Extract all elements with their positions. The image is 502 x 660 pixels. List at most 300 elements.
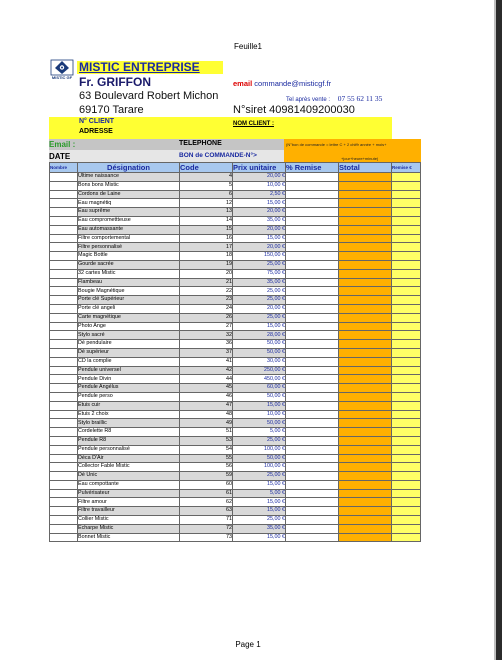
window-edge — [496, 0, 502, 660]
unit-price-cell: 2,50 € — [233, 190, 286, 199]
designation-cell: Cordons de Laine — [78, 190, 180, 199]
discount-percent-cell[interactable] — [286, 472, 339, 481]
designation-cell: Bonnet Mistic — [78, 533, 180, 542]
quantity-cell[interactable] — [50, 260, 78, 269]
code-cell: 5 — [180, 181, 233, 190]
table-row — [50, 419, 421, 428]
subtotal-cell — [339, 375, 392, 384]
subtotal-cell — [339, 296, 392, 305]
quantity-cell[interactable] — [50, 304, 78, 313]
discount-percent-cell[interactable] — [286, 243, 339, 252]
discount-percent-cell[interactable] — [286, 489, 339, 498]
designation-cell: Cordelette R8 — [78, 428, 180, 437]
subtotal-cell — [339, 507, 392, 516]
subtotal-cell — [339, 533, 392, 542]
discount-amount-cell — [392, 472, 421, 481]
designation-cell: Pulvérisateur — [78, 489, 180, 498]
unit-price-cell: 35,00 € — [233, 278, 286, 287]
designation-cell: Collier Mistic — [78, 516, 180, 525]
code-cell: 36 — [180, 340, 233, 349]
designation-cell: Bons bons Mistic — [78, 181, 180, 190]
code-cell: 12 — [180, 199, 233, 208]
unit-price-cell: 30,00 € — [233, 357, 286, 366]
designation-cell: Filtre personnalisé — [78, 243, 180, 252]
discount-percent-cell[interactable] — [286, 260, 339, 269]
subtotal-cell — [339, 225, 392, 234]
subtotal-cell — [339, 190, 392, 199]
subtotal-cell — [339, 480, 392, 489]
company-email — [233, 79, 331, 88]
subtotal-cell — [339, 392, 392, 401]
table-row — [50, 436, 421, 445]
code-cell: 26 — [180, 313, 233, 322]
quantity-cell[interactable] — [50, 243, 78, 252]
unit-price-cell: 15,00 € — [233, 401, 286, 410]
discount-percent-cell[interactable] — [286, 516, 339, 525]
unit-price-cell: 15,00 € — [233, 322, 286, 331]
code-cell: 53 — [180, 436, 233, 445]
subtotal-cell — [339, 173, 392, 182]
code-cell: 17 — [180, 243, 233, 252]
subtotal-cell — [339, 348, 392, 357]
designation-cell: Pendule perso — [78, 392, 180, 401]
quantity-cell[interactable] — [50, 419, 78, 428]
quantity-cell[interactable] — [50, 340, 78, 349]
quantity-cell[interactable] — [50, 348, 78, 357]
unit-price-cell: 50,00 € — [233, 340, 286, 349]
discount-amount-cell — [392, 208, 421, 217]
quantity-cell[interactable] — [50, 234, 78, 243]
subtotal-cell — [339, 516, 392, 525]
subtotal-cell — [339, 252, 392, 261]
order-table — [49, 162, 421, 542]
subtotal-cell — [339, 410, 392, 419]
quantity-cell[interactable] — [50, 498, 78, 507]
code-cell: 47 — [180, 401, 233, 410]
unit-price-cell: 450,00 € — [233, 375, 286, 384]
quantity-cell[interactable] — [50, 480, 78, 489]
code-cell: 19 — [180, 260, 233, 269]
designation-cell: Pendule R8 — [78, 436, 180, 445]
table-row — [50, 331, 421, 340]
designation-cell: Filtre travailleur — [78, 507, 180, 516]
order-number-note-1: (N°bon de commande = lettre C + 2 chiffr année + mois+ — [286, 142, 387, 147]
unit-price-cell: 50,00 € — [233, 419, 286, 428]
quantity-cell[interactable] — [50, 296, 78, 305]
quantity-cell[interactable] — [50, 208, 78, 217]
quantity-cell[interactable] — [50, 384, 78, 393]
quantity-cell[interactable] — [50, 463, 78, 472]
designation-cell: Filtre amour — [78, 498, 180, 507]
code-cell: 55 — [180, 454, 233, 463]
designation-cell: Carte magnétique — [78, 313, 180, 322]
unit-price-cell: 5,00 € — [233, 428, 286, 437]
discount-percent-cell[interactable] — [286, 173, 339, 182]
discount-percent-cell[interactable] — [286, 454, 339, 463]
quantity-cell[interactable] — [50, 516, 78, 525]
designation-cell: Echarpe Mistic — [78, 524, 180, 533]
discount-percent-cell[interactable] — [286, 410, 339, 419]
subtotal-cell — [339, 243, 392, 252]
order-date-label: DATE — [49, 152, 71, 161]
unit-price-cell: 10,00 € — [233, 181, 286, 190]
designation-cell: Eau suprême — [78, 208, 180, 217]
unit-price-cell: 25,00 € — [233, 516, 286, 525]
quantity-cell[interactable] — [50, 313, 78, 322]
tel-value: 07 55 62 11 35 — [337, 94, 383, 103]
unit-price-cell: 28,00 € — [233, 331, 286, 340]
quantity-cell[interactable] — [50, 507, 78, 516]
quantity-cell[interactable] — [50, 331, 78, 340]
table-row — [50, 304, 421, 313]
subtotal-cell — [339, 181, 392, 190]
quantity-cell[interactable] — [50, 366, 78, 375]
discount-amount-cell — [392, 516, 421, 525]
quantity-cell[interactable] — [50, 199, 78, 208]
table-row — [50, 190, 421, 199]
designation-cell: Collector Fable Mistic — [78, 463, 180, 472]
discount-amount-cell — [392, 401, 421, 410]
code-cell: 14 — [180, 216, 233, 225]
unit-price-cell: 20,00 € — [233, 173, 286, 182]
discount-percent-cell[interactable] — [286, 375, 339, 384]
discount-percent-cell[interactable] — [286, 296, 339, 305]
designation-cell: Eau magnétiq — [78, 199, 180, 208]
code-cell: 48 — [180, 410, 233, 419]
designation-cell: CD la complie — [78, 357, 180, 366]
table-header-row — [50, 163, 421, 173]
code-cell: 23 — [180, 296, 233, 305]
subtotal-cell — [339, 304, 392, 313]
table-row — [50, 181, 421, 190]
discount-amount-cell — [392, 260, 421, 269]
client-name-label: NOM CLIENT : — [233, 121, 274, 127]
code-cell: 61 — [180, 489, 233, 498]
table-row — [50, 498, 421, 507]
quantity-cell[interactable] — [50, 181, 78, 190]
page-number: Page 1 — [235, 640, 261, 649]
designation-cell: Gourde sacrée — [78, 260, 180, 269]
discount-percent-cell[interactable] — [286, 348, 339, 357]
designation-cell: Pendule Divin — [78, 375, 180, 384]
code-cell: 41 — [180, 357, 233, 366]
discount-percent-cell[interactable] — [286, 419, 339, 428]
subtotal-cell — [339, 278, 392, 287]
discount-percent-cell[interactable] — [286, 533, 339, 542]
table-row — [50, 384, 421, 393]
discount-amount-cell — [392, 340, 421, 349]
quantity-cell[interactable] — [50, 445, 78, 454]
quantity-cell[interactable] — [50, 454, 78, 463]
quantity-cell[interactable] — [50, 401, 78, 410]
code-cell: 32 — [180, 331, 233, 340]
table-row — [50, 252, 421, 261]
unit-price-cell: 25,00 € — [233, 260, 286, 269]
table-row — [50, 269, 421, 278]
designation-cell: Filtre comportemental — [78, 234, 180, 243]
address-line-1: 63 Boulevard Robert Michon — [79, 90, 219, 102]
table-row — [50, 454, 421, 463]
discount-amount-cell — [392, 480, 421, 489]
table-row — [50, 348, 421, 357]
discount-percent-cell[interactable] — [286, 392, 339, 401]
tel-label: Tel après vente : — [286, 97, 331, 103]
designation-cell: Flambeau — [78, 278, 180, 287]
designation-cell: Etuis cuir — [78, 401, 180, 410]
code-cell: 59 — [180, 472, 233, 481]
discount-percent-cell[interactable] — [286, 269, 339, 278]
discount-percent-cell[interactable] — [286, 498, 339, 507]
table-row — [50, 357, 421, 366]
code-cell: 13 — [180, 208, 233, 217]
designation-cell: Eau automassante — [78, 225, 180, 234]
quantity-cell[interactable] — [50, 173, 78, 182]
designation-cell: Pendule universel — [78, 366, 180, 375]
discount-percent-cell[interactable] — [286, 507, 339, 516]
designation-cell: Porte clé Supérieur — [78, 296, 180, 305]
table-row — [50, 410, 421, 419]
table-row — [50, 375, 421, 384]
discount-percent-cell[interactable] — [286, 445, 339, 454]
quantity-cell[interactable] — [50, 533, 78, 542]
designation-cell: Stylo sacré — [78, 331, 180, 340]
unit-price-cell: 25,00 € — [233, 436, 286, 445]
code-cell: 18 — [180, 252, 233, 261]
client-number-label: N° CLIENT — [79, 118, 115, 125]
subtotal-cell — [339, 366, 392, 375]
discount-percent-cell[interactable] — [286, 436, 339, 445]
discount-amount-cell — [392, 234, 421, 243]
discount-percent-cell[interactable] — [286, 401, 339, 410]
unit-price-cell: 250,00 € — [233, 366, 286, 375]
discount-amount-cell — [392, 524, 421, 533]
code-cell: 62 — [180, 498, 233, 507]
code-cell: 44 — [180, 375, 233, 384]
discount-amount-cell — [392, 410, 421, 419]
discount-amount-cell — [392, 190, 421, 199]
code-cell: 37 — [180, 348, 233, 357]
unit-price-cell: 15,00 € — [233, 533, 286, 542]
quantity-cell[interactable] — [50, 287, 78, 296]
discount-percent-cell[interactable] — [286, 190, 339, 199]
quantity-cell[interactable] — [50, 322, 78, 331]
subtotal-cell — [339, 489, 392, 498]
discount-amount-cell — [392, 463, 421, 472]
unit-price-cell: 15,00 € — [233, 199, 286, 208]
table-row — [50, 401, 421, 410]
col-header-remise-eur: Remise € — [392, 163, 421, 173]
quantity-cell[interactable] — [50, 472, 78, 481]
discount-percent-cell[interactable] — [286, 287, 339, 296]
code-cell: 49 — [180, 419, 233, 428]
quantity-cell[interactable] — [50, 375, 78, 384]
table-row — [50, 216, 421, 225]
order-number-label: BON de COMMANDE-N°> — [179, 152, 257, 159]
owner-name: Fr. GRIFFON — [79, 75, 151, 89]
unit-price-cell: 50,00 € — [233, 348, 286, 357]
code-cell: 46 — [180, 392, 233, 401]
table-row — [50, 313, 421, 322]
discount-percent-cell[interactable] — [286, 208, 339, 217]
col-header-prix: Prix unitaire — [233, 163, 286, 173]
discount-percent-cell[interactable] — [286, 384, 339, 393]
table-row — [50, 287, 421, 296]
discount-percent-cell[interactable] — [286, 216, 339, 225]
discount-percent-cell[interactable] — [286, 463, 339, 472]
table-row — [50, 173, 421, 182]
subtotal-cell — [339, 401, 392, 410]
company-name: MISTIC ENTREPRISE — [77, 61, 223, 74]
unit-price-cell: 100,00 € — [233, 463, 286, 472]
discount-amount-cell — [392, 498, 421, 507]
code-cell: 22 — [180, 287, 233, 296]
address-line-2: 69170 Tarare — [79, 104, 144, 116]
designation-cell: Magic Bottle — [78, 252, 180, 261]
subtotal-cell — [339, 199, 392, 208]
code-cell: 15 — [180, 225, 233, 234]
subtotal-cell — [339, 357, 392, 366]
table-row — [50, 507, 421, 516]
designation-cell: Dé Unic — [78, 472, 180, 481]
code-cell: 51 — [180, 428, 233, 437]
designation-cell: Dé pendulaire — [78, 340, 180, 349]
designation-cell: Photo Ange — [78, 322, 180, 331]
discount-amount-cell — [392, 392, 421, 401]
quantity-cell[interactable] — [50, 392, 78, 401]
discount-percent-cell[interactable] — [286, 181, 339, 190]
unit-price-cell: 15,00 € — [233, 234, 286, 243]
quantity-cell[interactable] — [50, 190, 78, 199]
quantity-cell[interactable] — [50, 436, 78, 445]
table-row — [50, 472, 421, 481]
unit-price-cell: 5,00 € — [233, 489, 286, 498]
discount-amount-cell — [392, 216, 421, 225]
table-row — [50, 340, 421, 349]
subtotal-cell — [339, 216, 392, 225]
unit-price-cell: 25,00 € — [233, 296, 286, 305]
subtotal-cell — [339, 340, 392, 349]
discount-amount-cell — [392, 243, 421, 252]
discount-percent-cell[interactable] — [286, 199, 339, 208]
subtotal-cell — [339, 436, 392, 445]
quantity-cell[interactable] — [50, 269, 78, 278]
discount-amount-cell — [392, 445, 421, 454]
code-cell: 16 — [180, 234, 233, 243]
client-phone-label: TELEPHONE — [179, 140, 222, 147]
discount-amount-cell — [392, 384, 421, 393]
quantity-cell[interactable] — [50, 278, 78, 287]
discount-percent-cell[interactable] — [286, 313, 339, 322]
discount-percent-cell[interactable] — [286, 340, 339, 349]
code-cell: 4 — [180, 173, 233, 182]
code-cell: 42 — [180, 366, 233, 375]
code-cell: 60 — [180, 480, 233, 489]
email-label: email — [233, 79, 253, 88]
subtotal-cell — [339, 322, 392, 331]
quantity-cell[interactable] — [50, 216, 78, 225]
unit-price-cell: 15,00 € — [233, 480, 286, 489]
quantity-cell[interactable] — [50, 252, 78, 261]
discount-percent-cell[interactable] — [286, 304, 339, 313]
designation-cell: Pendule Angélus — [78, 384, 180, 393]
code-cell: 21 — [180, 278, 233, 287]
code-cell: 73 — [180, 533, 233, 542]
quantity-cell[interactable] — [50, 225, 78, 234]
table-row — [50, 199, 421, 208]
subtotal-cell — [339, 498, 392, 507]
client-email-label: Email : — [49, 140, 76, 149]
discount-amount-cell — [392, 269, 421, 278]
discount-percent-cell[interactable] — [286, 234, 339, 243]
unit-price-cell: 25,00 € — [233, 313, 286, 322]
designation-cell: Déca D'Air — [78, 454, 180, 463]
discount-percent-cell[interactable] — [286, 480, 339, 489]
discount-percent-cell[interactable] — [286, 331, 339, 340]
col-header-remise: % Remise — [286, 163, 339, 173]
subtotal-cell — [339, 419, 392, 428]
designation-cell: Porte clé angeli — [78, 304, 180, 313]
discount-amount-cell — [392, 199, 421, 208]
subtotal-cell — [339, 313, 392, 322]
code-cell: 63 — [180, 507, 233, 516]
email-value[interactable]: commande@misticgf.fr — [254, 79, 332, 88]
designation-cell: Eau compottante — [78, 480, 180, 489]
discount-percent-cell[interactable] — [286, 357, 339, 366]
unit-price-cell: 150,00 € — [233, 252, 286, 261]
logo-emblem-icon — [49, 59, 75, 76]
quantity-cell[interactable] — [50, 524, 78, 533]
table-row — [50, 208, 421, 217]
table-row — [50, 322, 421, 331]
discount-amount-cell — [392, 419, 421, 428]
table-row — [50, 225, 421, 234]
discount-amount-cell — [392, 436, 421, 445]
quantity-cell[interactable] — [50, 489, 78, 498]
discount-amount-cell — [392, 181, 421, 190]
discount-percent-cell[interactable] — [286, 428, 339, 437]
discount-percent-cell[interactable] — [286, 366, 339, 375]
subtotal-cell — [339, 472, 392, 481]
subtotal-cell — [339, 463, 392, 472]
designation-cell: Bougie Magnétique — [78, 287, 180, 296]
discount-percent-cell[interactable] — [286, 252, 339, 261]
col-header-nombre: Nombre — [50, 163, 78, 173]
quantity-cell[interactable] — [50, 410, 78, 419]
table-row — [50, 516, 421, 525]
quantity-cell[interactable] — [50, 428, 78, 437]
discount-amount-cell — [392, 287, 421, 296]
unit-price-cell: 20,00 € — [233, 225, 286, 234]
discount-amount-cell — [392, 173, 421, 182]
table-row — [50, 533, 421, 542]
subtotal-cell — [339, 260, 392, 269]
designation-cell: Etuis 2 choix — [78, 410, 180, 419]
discount-percent-cell[interactable] — [286, 278, 339, 287]
table-row — [50, 463, 421, 472]
discount-amount-cell — [392, 533, 421, 542]
code-cell: 72 — [180, 524, 233, 533]
discount-percent-cell[interactable] — [286, 225, 339, 234]
designation-cell: 32 cartes Mistic — [78, 269, 180, 278]
siret-number: N°siret 40981409200030 — [233, 104, 355, 116]
table-row — [50, 392, 421, 401]
quantity-cell[interactable] — [50, 357, 78, 366]
discount-percent-cell[interactable] — [286, 524, 339, 533]
unit-price-cell: 35,00 € — [233, 216, 286, 225]
discount-percent-cell[interactable] — [286, 322, 339, 331]
designation-cell: Stylo braillic — [78, 419, 180, 428]
discount-amount-cell — [392, 375, 421, 384]
